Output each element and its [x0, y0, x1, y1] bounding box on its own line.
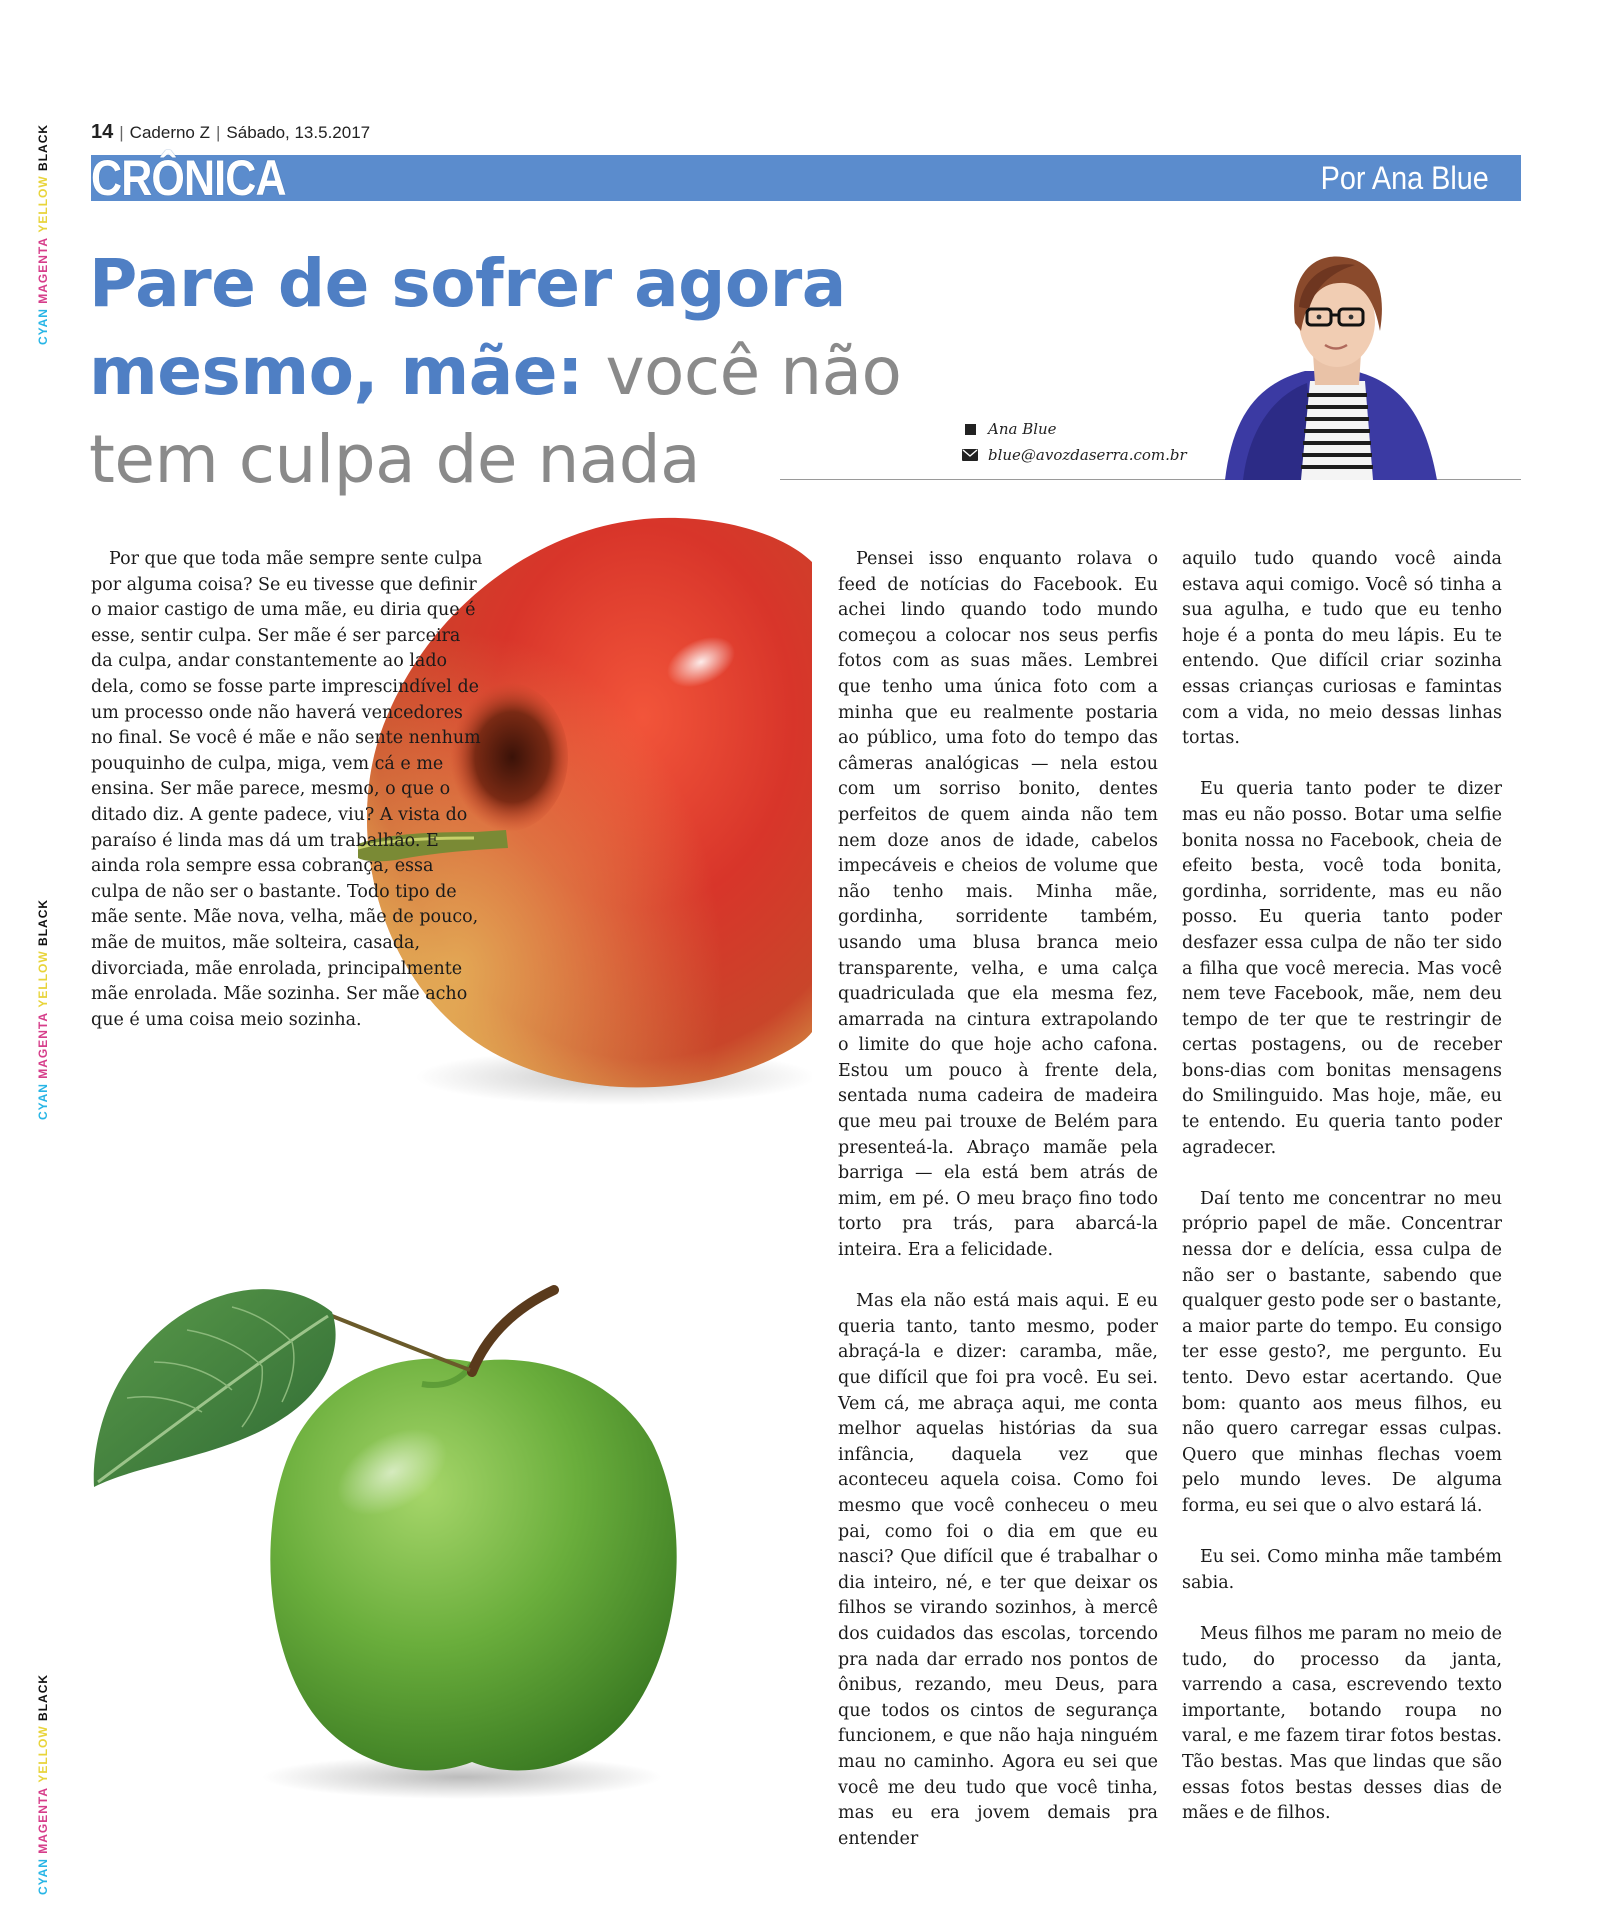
- author-name: Ana Blue: [988, 420, 1057, 438]
- headline-main: Pare de sofrer agora mesmo, mãe:: [89, 245, 846, 410]
- article-column-2: [838, 547, 1158, 1852]
- section-name: Caderno Z: [129, 123, 210, 142]
- envelope-icon: [962, 447, 978, 463]
- headline: [89, 240, 989, 504]
- page-number: 14: [91, 121, 114, 143]
- issue-date: Sábado, 13.5.2017: [226, 123, 371, 142]
- article-paragraph: Por que que toda mãe sempre sente culpa por alguma coisa? Se eu tivesse que definir o maior castigo de uma mãe, eu diria que é esse, sentir culpa. Ser mãe é ser parceira da culpa, andar constantemente ao lado dela, como se fosse parte imprescindível de um processo onde não haverá vencedores no final. Se você é mãe e não sente nenhum pouquinho de culpa, miga, vem cá e me ensina. Ser mãe parece, mesmo, o que o ditado diz. A gente padece, viu? A vista do paraíso é linda mas dá um trabalhão. E ainda rola sempre essa cobrança, essa culpa de não ser o bastante. Todo tipo de mãe sente. Mãe nova, velha, mãe de pouco, mãe de muitos, mãe solteira, casada, divorciada, mãe enrolada, principalmente mãe enrolada. Mãe sozinha. Ser mãe acho que é uma coisa meio sozinha.: [91, 549, 483, 1030]
- article-column-3: [1182, 547, 1502, 1827]
- color-registration-mark: CYAN MAGENTA YELLOW BLACK: [36, 1673, 50, 1895]
- green-apple-image: [92, 1262, 712, 1802]
- article-paragraph: Daí tento me concentrar no meu próprio papel de mãe. Concentrar nessa dor e delícia, essa culpa de não ser o bastante, sabendo que qualquer gesto pode ser o bastante, a maior parte do tempo. Eu consigo ter esse gesto?, me pergunto. Eu tento. Devo estar acertando. Que bom: quanto aos meus filhos, eu não quero carregar essas culpas. Quero que minhas flechas voem pelo mundo leves. De alguma forma, eu sei que o alvo estará lá.: [1182, 1188, 1502, 1516]
- article-column-1: [91, 547, 486, 1033]
- color-registration-mark: CYAN MAGENTA YELLOW BLACK: [36, 898, 50, 1120]
- rubric-label: CRÔNICA: [91, 150, 286, 206]
- square-bullet-icon: [962, 421, 978, 437]
- color-registration-mark: CYAN MAGENTA YELLOW BLACK: [36, 123, 50, 345]
- rubric-byline: Por Ana Blue: [1320, 160, 1489, 196]
- article-paragraph: Meus filhos me param no meio de tudo, do processo da janta, varrendo a casa, escrevendo texto importante, botando roupa no varal, e me fazem tirar fotos bestas. Tão bestas. Mas que lindas que são essas fotos bestas desses dias de mães e de filhos.: [1182, 1623, 1502, 1824]
- article-paragraph: Pensei isso enquanto rolava o feed de notícias do Facebook. Eu achei lindo quando todo mundo começou a colocar nos seus perfis fotos com as suas mães. Lembrei que tenho uma única foto com a minha que eu realmente postaria ao público, uma foto do tempo das câmeras analógicas — nela estou com um sorriso bonito, dentes perfeitos de quem ainda não tem nem doze anos de idade, cabelos impecáveis e cheios de volume que não tenho mais. Minha mãe, gordinha, sorridente também, usando uma blusa branca meio transparente, velha, e uma calça quadriculada que ela mesma fez, amarrada na cintura extrapolando o limite do que hoje acho cafona. Estou um pouco à frente dela, sentada numa cadeira de madeira que meu pai trouxe de Belém para presenteá-la. Abraço mamãe pela barriga — ela está bem atrás de mim, em pé. O meu braço fino todo torto pra trás, para abarcá-la inteira. Era a felicidade.: [838, 549, 1158, 1261]
- article-paragraph: aquilo tudo quando você ainda estava aqui comigo. Você só tinha a sua agulha, e tudo que eu tenho hoje é a ponta do meu lápis. Eu te entendo. Que difícil criar sozinha essas crianças curiosas e famintas com a vida, no meio dessas linhas tortas.: [1182, 549, 1502, 749]
- author-portrait: [1215, 243, 1445, 480]
- folio-line: 14 | Caderno Z | Sábado, 13.5.2017: [91, 121, 371, 143]
- article-paragraph: Mas ela não está mais aqui. E eu queria tanto, tanto mesmo, poder abraçá-la e dizer: caramba, mãe, que difícil que foi pra você. Eu sei. Vem cá, me abraça aqui, me conta melhor aquelas histórias da sua infância, daquela vez que aconteceu aquela coisa. Como foi mesmo que você conheceu o meu pai, como foi o dia em que eu nasci? Que difícil que é trabalhar o dia inteiro, né, e ter que deixar os filhos se virando sozinhos, à mercê dos cuidados das escolas, torcendo pra nada dar errado nos pontos de ônibus, rezando, meu Deus, para que todos os cintos de segurança funcionem, e que não haja ninguém mau no caminho. Agora eu sei que você me deu tudo que você tinha, mas eu era jovem demais pra entender: [838, 1291, 1158, 1849]
- article-paragraph: Eu sei. Como minha mãe também sabia.: [1182, 1547, 1502, 1593]
- article-paragraph: Eu queria tanto poder te dizer mas eu não posso. Botar uma selfie bonita nossa no Facebook, cheia de efeito besta, você toda bonita, gordinha, sorridente, mas eu não posso. Eu queria tanto poder desfazer essa culpa de não ter sido a filha que você merecia. Mas você nem teve Facebook, mãe, nem deu tempo de ter que te restringir de certas postagens, ou de receber bons-dias com bonitas mensagens do Smilinguido. Mas hoje, mãe, eu te entendo. Eu queria tanto poder agradecer.: [1182, 779, 1502, 1158]
- rubric-bar: [91, 150, 1521, 206]
- headline-rest: você não tem culpa de nada: [89, 333, 902, 498]
- author-box: [962, 416, 1187, 468]
- author-email[interactable]: blue@avozdaserra.com.br: [988, 446, 1187, 464]
